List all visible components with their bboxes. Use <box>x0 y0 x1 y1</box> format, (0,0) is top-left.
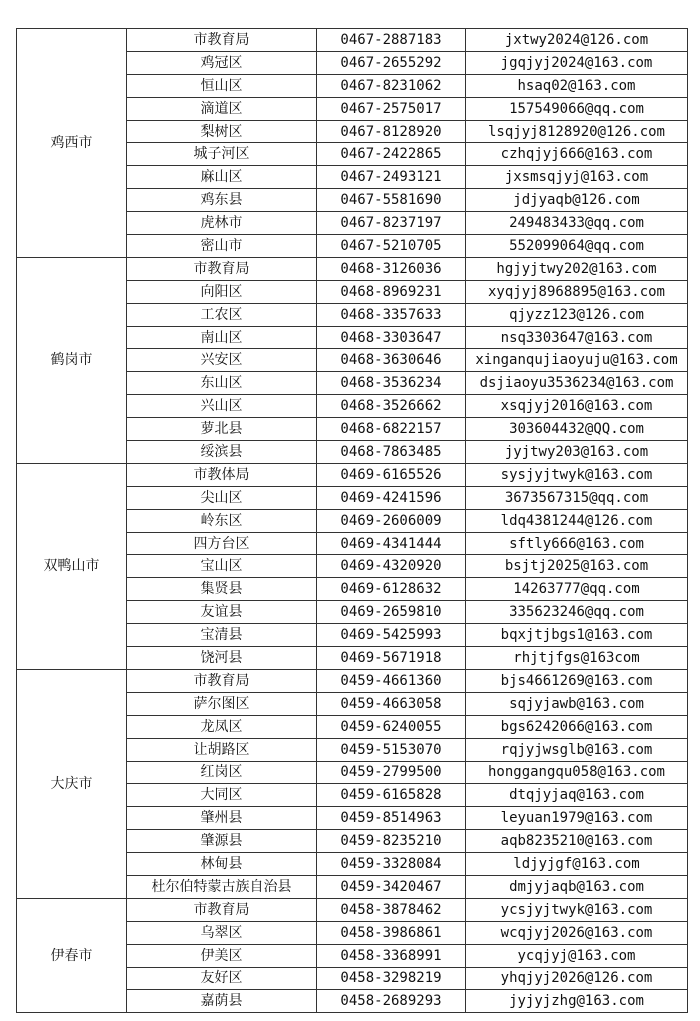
email-cell: 303604432@QQ.com <box>466 418 688 441</box>
email-cell: sftly666@163.com <box>466 532 688 555</box>
unit-cell: 集贤县 <box>127 578 317 601</box>
email-cell: jgqjyj2024@163.com <box>466 51 688 74</box>
email-cell: jxtwy2024@126.com <box>466 29 688 52</box>
phone-cell: 0469-2606009 <box>317 509 466 532</box>
email-cell: bjs4661269@163.com <box>466 669 688 692</box>
unit-cell: 肇源县 <box>127 830 317 853</box>
email-cell: xsqjyj2016@163.com <box>466 395 688 418</box>
phone-cell: 0467-5581690 <box>317 189 466 212</box>
unit-cell: 恒山区 <box>127 74 317 97</box>
email-cell: dsjiaoyu3536234@163.com <box>466 372 688 395</box>
email-cell: leyuan1979@163.com <box>466 807 688 830</box>
unit-cell: 梨树区 <box>127 120 317 143</box>
city-cell: 鹤岗市 <box>17 257 127 463</box>
unit-cell: 鸡冠区 <box>127 51 317 74</box>
phone-cell: 0469-2659810 <box>317 601 466 624</box>
unit-cell: 绥滨县 <box>127 441 317 464</box>
unit-cell: 萨尔图区 <box>127 692 317 715</box>
table-body <box>17 29 688 1013</box>
unit-cell: 乌翠区 <box>127 921 317 944</box>
unit-cell: 市教育局 <box>127 669 317 692</box>
email-cell: xyqjyj8968895@163.com <box>466 280 688 303</box>
unit-cell: 肇州县 <box>127 807 317 830</box>
email-cell: aqb8235210@163.com <box>466 830 688 853</box>
phone-cell: 0468-3126036 <box>317 257 466 280</box>
phone-cell: 0459-8514963 <box>317 807 466 830</box>
unit-cell: 林甸县 <box>127 853 317 876</box>
unit-cell: 市教育局 <box>127 257 317 280</box>
email-cell: dtqjyjaq@163.com <box>466 784 688 807</box>
phone-cell: 0458-2689293 <box>317 990 466 1013</box>
unit-cell: 红岗区 <box>127 761 317 784</box>
phone-cell: 0469-6128632 <box>317 578 466 601</box>
phone-cell: 0469-4241596 <box>317 486 466 509</box>
email-cell: hgjyjtwy202@163.com <box>466 257 688 280</box>
unit-cell: 杜尔伯特蒙古族自治县 <box>127 875 317 898</box>
unit-cell: 友谊县 <box>127 601 317 624</box>
phone-cell: 0459-4663058 <box>317 692 466 715</box>
phone-cell: 0469-4320920 <box>317 555 466 578</box>
unit-cell: 东山区 <box>127 372 317 395</box>
phone-cell: 0467-2887183 <box>317 29 466 52</box>
table-row <box>17 463 688 486</box>
unit-cell: 伊美区 <box>127 944 317 967</box>
table-row <box>17 669 688 692</box>
unit-cell: 城子河区 <box>127 143 317 166</box>
unit-cell: 萝北县 <box>127 418 317 441</box>
city-cell: 伊春市 <box>17 898 127 1012</box>
unit-cell: 工农区 <box>127 303 317 326</box>
email-cell: 335623246@qq.com <box>466 601 688 624</box>
phone-cell: 0458-3986861 <box>317 921 466 944</box>
phone-cell: 0467-8237197 <box>317 212 466 235</box>
unit-cell: 南山区 <box>127 326 317 349</box>
unit-cell: 让胡路区 <box>127 738 317 761</box>
phone-cell: 0468-3303647 <box>317 326 466 349</box>
phone-cell: 0459-6165828 <box>317 784 466 807</box>
unit-cell: 宝清县 <box>127 624 317 647</box>
unit-cell: 饶河县 <box>127 647 317 670</box>
email-cell: sysjyjtwyk@163.com <box>466 463 688 486</box>
phone-cell: 0468-7863485 <box>317 441 466 464</box>
phone-cell: 0459-2799500 <box>317 761 466 784</box>
email-cell: 157549066@qq.com <box>466 97 688 120</box>
unit-cell: 兴山区 <box>127 395 317 418</box>
phone-cell: 0459-4661360 <box>317 669 466 692</box>
email-cell: yhqjyj2026@126.com <box>466 967 688 990</box>
phone-cell: 0458-3878462 <box>317 898 466 921</box>
phone-cell: 0459-3328084 <box>317 853 466 876</box>
phone-cell: 0467-5210705 <box>317 235 466 258</box>
email-cell: ldq4381244@126.com <box>466 509 688 532</box>
unit-cell: 龙凤区 <box>127 715 317 738</box>
phone-cell: 0467-8128920 <box>317 120 466 143</box>
table-row <box>17 257 688 280</box>
phone-cell: 0467-2575017 <box>317 97 466 120</box>
email-cell: qjyzz123@126.com <box>466 303 688 326</box>
email-cell: honggangqu058@163.com <box>466 761 688 784</box>
phone-cell: 0469-4341444 <box>317 532 466 555</box>
phone-cell: 0468-6822157 <box>317 418 466 441</box>
email-cell: wcqjyj2026@163.com <box>466 921 688 944</box>
unit-cell: 市教育局 <box>127 898 317 921</box>
email-cell: czhqjyj666@163.com <box>466 143 688 166</box>
email-cell: jxsmsqjyj@163.com <box>466 166 688 189</box>
unit-cell: 大同区 <box>127 784 317 807</box>
email-cell: bsjtj2025@163.com <box>466 555 688 578</box>
unit-cell: 密山市 <box>127 235 317 258</box>
phone-cell: 0468-3630646 <box>317 349 466 372</box>
phone-cell: 0469-5671918 <box>317 647 466 670</box>
phone-cell: 0467-8231062 <box>317 74 466 97</box>
email-cell: jyjtwy203@163.com <box>466 441 688 464</box>
unit-cell: 市教育局 <box>127 29 317 52</box>
phone-cell: 0468-3526662 <box>317 395 466 418</box>
email-cell: nsq3303647@163.com <box>466 326 688 349</box>
email-cell: rhjtjfgs@163com <box>466 647 688 670</box>
contacts-table <box>16 28 688 1013</box>
email-cell: sqjyjawb@163.com <box>466 692 688 715</box>
email-cell: 3673567315@qq.com <box>466 486 688 509</box>
email-cell: xinganqujiaoyuju@163.com <box>466 349 688 372</box>
phone-cell: 0467-2493121 <box>317 166 466 189</box>
unit-cell: 兴安区 <box>127 349 317 372</box>
table-row <box>17 898 688 921</box>
phone-cell: 0468-3357633 <box>317 303 466 326</box>
city-cell: 鸡西市 <box>17 29 127 258</box>
unit-cell: 鸡东县 <box>127 189 317 212</box>
email-cell: 249483433@qq.com <box>466 212 688 235</box>
email-cell: rqjyjwsglb@163.com <box>466 738 688 761</box>
email-cell: jyjyjzhg@163.com <box>466 990 688 1013</box>
unit-cell: 四方台区 <box>127 532 317 555</box>
email-cell: ycsjyjtwyk@163.com <box>466 898 688 921</box>
unit-cell: 滴道区 <box>127 97 317 120</box>
phone-cell: 0468-3536234 <box>317 372 466 395</box>
unit-cell: 宝山区 <box>127 555 317 578</box>
unit-cell: 岭东区 <box>127 509 317 532</box>
phone-cell: 0458-3368991 <box>317 944 466 967</box>
unit-cell: 市教体局 <box>127 463 317 486</box>
phone-cell: 0459-8235210 <box>317 830 466 853</box>
phone-cell: 0459-3420467 <box>317 875 466 898</box>
email-cell: ldjyjgf@163.com <box>466 853 688 876</box>
phone-cell: 0458-3298219 <box>317 967 466 990</box>
unit-cell: 嘉荫县 <box>127 990 317 1013</box>
unit-cell: 麻山区 <box>127 166 317 189</box>
email-cell: 14263777@qq.com <box>466 578 688 601</box>
phone-cell: 0459-6240055 <box>317 715 466 738</box>
phone-cell: 0468-8969231 <box>317 280 466 303</box>
email-cell: lsqjyj8128920@126.com <box>466 120 688 143</box>
email-cell: dmjyjaqb@163.com <box>466 875 688 898</box>
phone-cell: 0469-5425993 <box>317 624 466 647</box>
email-cell: jdjyaqb@126.com <box>466 189 688 212</box>
table-row <box>17 29 688 52</box>
unit-cell: 友好区 <box>127 967 317 990</box>
email-cell: bqxjtjbgs1@163.com <box>466 624 688 647</box>
city-cell: 大庆市 <box>17 669 127 898</box>
phone-cell: 0469-6165526 <box>317 463 466 486</box>
phone-cell: 0459-5153070 <box>317 738 466 761</box>
email-cell: hsaq02@163.com <box>466 74 688 97</box>
phone-cell: 0467-2422865 <box>317 143 466 166</box>
unit-cell: 向阳区 <box>127 280 317 303</box>
unit-cell: 虎林市 <box>127 212 317 235</box>
email-cell: 552099064@qq.com <box>466 235 688 258</box>
phone-cell: 0467-2655292 <box>317 51 466 74</box>
email-cell: bgs6242066@163.com <box>466 715 688 738</box>
unit-cell: 尖山区 <box>127 486 317 509</box>
city-cell: 双鸭山市 <box>17 463 127 669</box>
email-cell: ycqjyj@163.com <box>466 944 688 967</box>
